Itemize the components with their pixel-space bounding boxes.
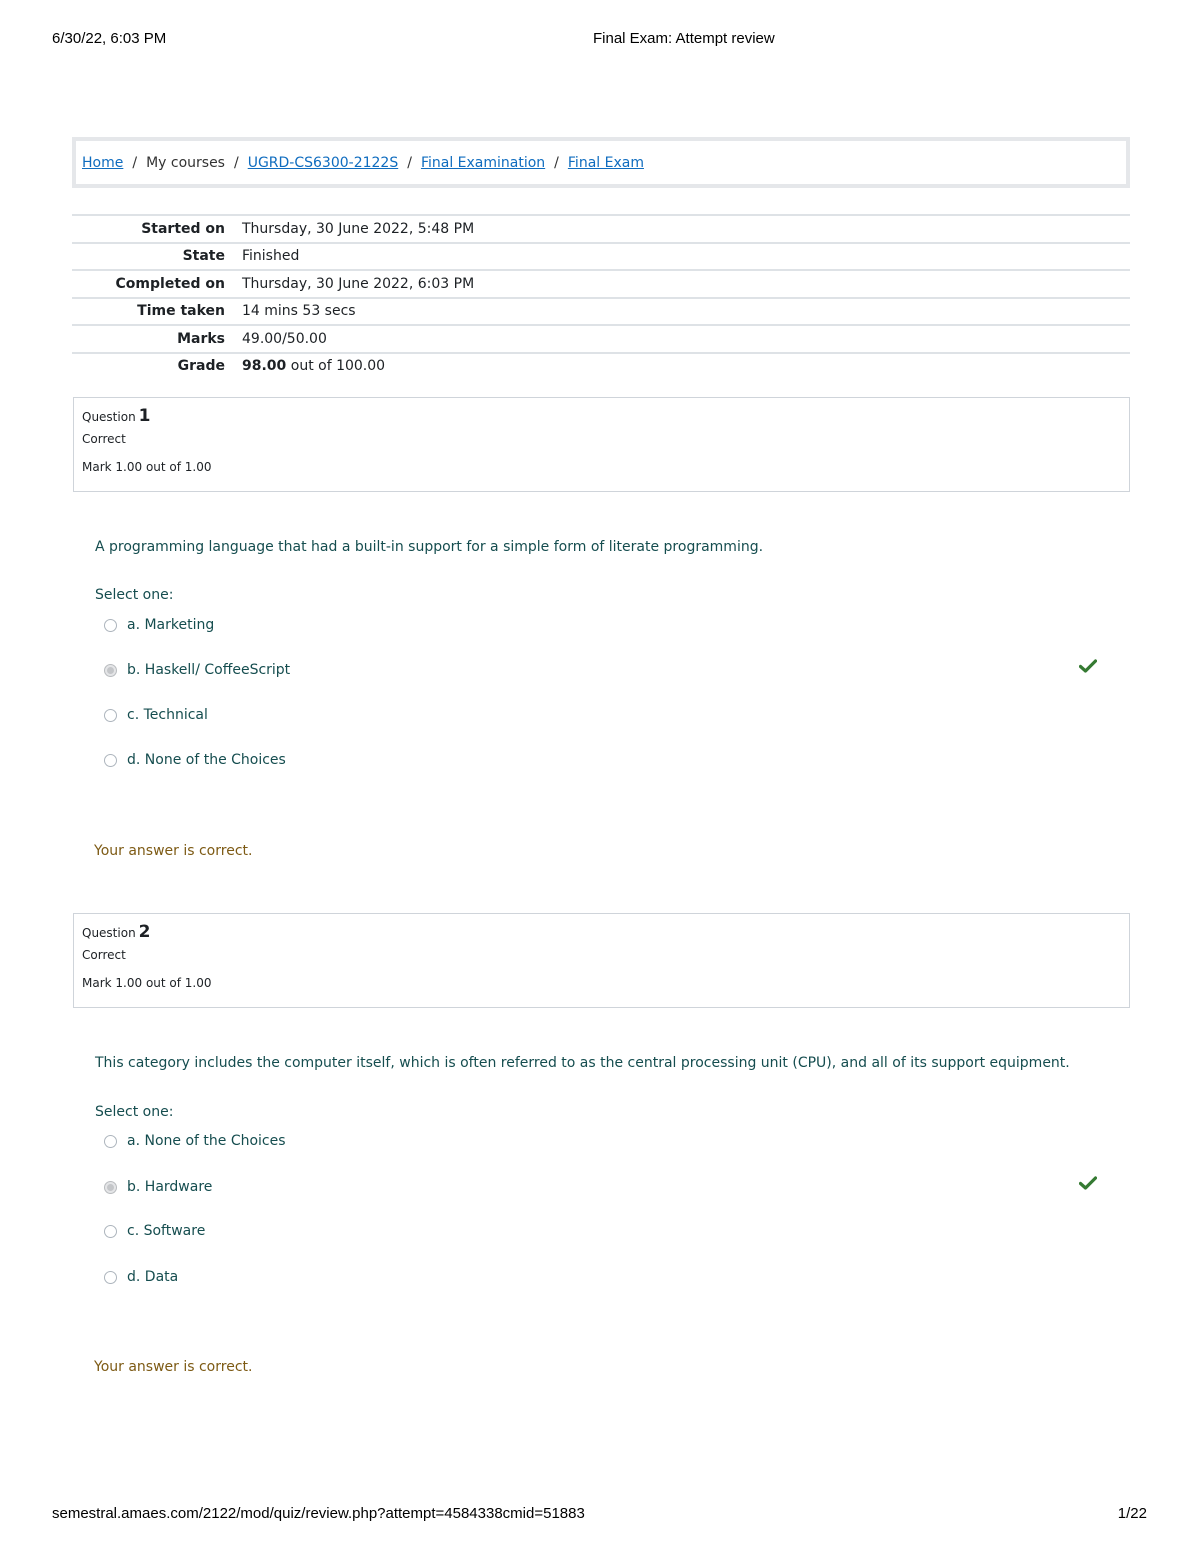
grade-suffix: out of 100.00 [290, 358, 386, 375]
answer-feedback: Your answer is correct. [94, 843, 253, 859]
radio-button-checked[interactable] [104, 664, 117, 677]
answer-option-label: c. Technical [127, 707, 208, 723]
grade-value [242, 358, 385, 374]
question-info-box [73, 397, 1130, 492]
answer-option[interactable] [104, 615, 214, 635]
answer-option[interactable] [104, 750, 286, 770]
breadcrumb-separator: / [554, 154, 559, 171]
breadcrumb-my-courses: My courses [146, 154, 225, 171]
select-one-prompt: Select one: [95, 1104, 174, 1120]
completed-label: Completed on [115, 275, 225, 292]
completed-value: Thursday, 30 June 2022, 6:03 PM [242, 275, 475, 292]
answer-option-selected[interactable] [104, 1177, 212, 1197]
print-page-number: 1/22 [1117, 1505, 1147, 1522]
print-datetime: 6/30/22, 6:03 PM [52, 30, 167, 47]
breadcrumb-section-link[interactable]: Final Examination [420, 154, 546, 171]
question-number [82, 406, 1121, 432]
print-header [0, 30, 1200, 50]
answer-option-selected[interactable] [104, 660, 290, 680]
question-number-value: 1 [138, 406, 151, 426]
breadcrumb-separator: / [407, 154, 412, 171]
answer-option-label: b. Haskell/ CoffeeScript [127, 662, 291, 678]
answer-option-label: b. Hardware [127, 1179, 213, 1195]
summary-row-completed [72, 269, 1130, 297]
state-label: State [182, 248, 225, 265]
radio-button[interactable] [104, 754, 117, 767]
breadcrumb-course-link[interactable]: UGRD-CS6300-2122S [247, 154, 399, 171]
breadcrumb-separator: / [132, 154, 138, 171]
time-taken-value: 14 mins 53 secs [242, 303, 356, 320]
answer-option[interactable] [104, 1221, 205, 1241]
radio-button[interactable] [104, 1225, 117, 1238]
answer-option[interactable] [104, 1131, 286, 1151]
breadcrumb-home-link[interactable]: Home [82, 154, 124, 171]
summary-row-time [72, 297, 1130, 325]
answer-option-label: d. None of the Choices [127, 752, 286, 768]
marks-label: Marks [177, 330, 225, 347]
question-status: Correct [82, 948, 126, 962]
question-number-value: 2 [138, 922, 151, 942]
question-status: Correct [82, 432, 126, 446]
breadcrumb-quiz-link[interactable]: Final Exam [567, 154, 644, 171]
started-label: Started on [141, 220, 225, 237]
question-label: Question [82, 410, 136, 424]
attempt-summary-table [72, 214, 1130, 379]
answer-option[interactable] [104, 705, 208, 725]
radio-button[interactable] [104, 619, 117, 632]
breadcrumb-separator: / [233, 154, 239, 171]
question-label: Question [82, 926, 136, 940]
print-page-title: Final Exam: Attempt review [593, 30, 775, 47]
time-taken-label: Time taken [137, 303, 225, 320]
correct-check-icon [1079, 659, 1097, 673]
summary-row-state [72, 242, 1130, 270]
answer-option-label: a. Marketing [127, 617, 215, 633]
question-mark: Mark 1.00 out of 1.00 [82, 976, 212, 990]
question-info-box [73, 913, 1130, 1008]
radio-button-checked[interactable] [104, 1181, 117, 1194]
state-value: Finished [242, 248, 300, 265]
radio-button[interactable] [104, 709, 117, 722]
breadcrumb [72, 137, 1130, 188]
marks-value: 49.00/50.00 [242, 330, 327, 347]
grade-label: Grade [177, 358, 225, 375]
question-number [82, 922, 1121, 948]
answer-option[interactable] [104, 1267, 178, 1287]
started-value: Thursday, 30 June 2022, 5:48 PM [242, 220, 475, 237]
radio-button[interactable] [104, 1271, 117, 1284]
answer-feedback: Your answer is correct. [94, 1359, 253, 1375]
select-one-prompt: Select one: [95, 587, 174, 603]
answer-option-label: a. None of the Choices [127, 1133, 286, 1149]
summary-row-grade [72, 352, 1130, 380]
question-text: This category includes the computer itself, which is often referred to as the central processing unit (CPU), and all of its support equipment. [95, 1055, 1070, 1071]
print-footer [0, 1505, 1200, 1525]
question-mark: Mark 1.00 out of 1.00 [82, 460, 212, 474]
answer-option-label: d. Data [127, 1269, 179, 1285]
answer-option-label: c. Software [127, 1223, 206, 1239]
summary-row-marks [72, 324, 1130, 352]
grade-score: 98.00 [242, 358, 287, 375]
correct-check-icon [1079, 1176, 1097, 1190]
print-url: semestral.amaes.com/2122/mod/quiz/review.php?attempt=4584338cmid=51883 [52, 1505, 585, 1522]
radio-button[interactable] [104, 1135, 117, 1148]
summary-row-started [72, 214, 1130, 242]
question-text: A programming language that had a built-in support for a simple form of literate programming. [95, 539, 764, 555]
